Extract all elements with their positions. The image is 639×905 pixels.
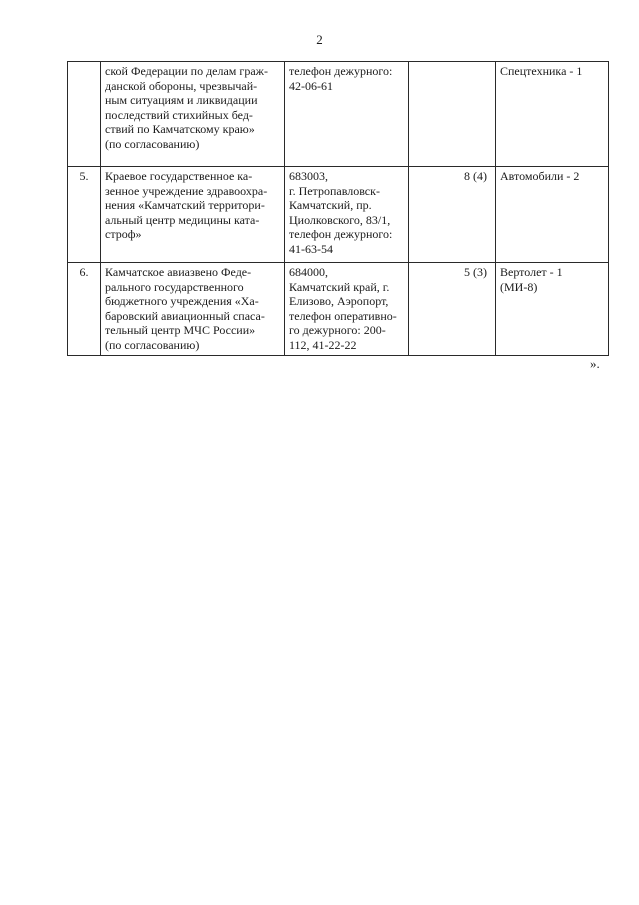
equipment-cell bbox=[496, 263, 609, 356]
organization-text: ской Федерации по делам граж- данской обороны, чрезвычай- ным ситуациям и ликвидации последствий стихийных бед- ствий по Камчатскому краю» (по согласованию) bbox=[105, 64, 268, 151]
equipment-text: Вертолет - 1 (МИ-8) bbox=[500, 265, 563, 294]
table-row bbox=[68, 62, 609, 167]
row-number: 6. bbox=[68, 263, 101, 356]
address-text: 684000, Камчатский край, г. Елизово, Аэропорт, телефон оперативно- го дежурного: 200- 112, 41-22-22 bbox=[289, 265, 397, 352]
personnel-count-cell bbox=[409, 62, 496, 167]
closing-quote: ». bbox=[590, 356, 600, 371]
organization-text: Краевое государственное ка- зенное учреждение здравоохра- нения «Камчатский территори- альный центр медицины ката- строф» bbox=[105, 169, 268, 242]
address-cell bbox=[285, 62, 409, 167]
address-cell bbox=[285, 167, 409, 263]
organization-text: Камчатское авиазвено Феде- рального государственного бюджетного учреждения «Ха- баровский авиационный спаса- тельный центр МЧС России» (по согласованию) bbox=[105, 265, 265, 352]
address-text: 683003, г. Петропавловск- Камчатский, пр. Циолковского, 83/1, телефон дежурного: 41-63-54 bbox=[289, 169, 393, 256]
organization-cell bbox=[101, 62, 285, 167]
equipment-cell bbox=[496, 167, 609, 263]
organization-cell bbox=[101, 263, 285, 356]
equipment-text: Автомобили - 2 bbox=[500, 169, 580, 183]
equipment-cell bbox=[496, 62, 609, 167]
table-row bbox=[68, 263, 609, 356]
address-text: телефон дежурного: 42-06-61 bbox=[289, 64, 393, 93]
equipment-text: Спецтехника - 1 bbox=[500, 64, 583, 78]
table-row bbox=[68, 167, 609, 263]
resources-table bbox=[67, 61, 609, 356]
personnel-count-cell: 5 (3) bbox=[409, 263, 496, 356]
row-number: 5. bbox=[68, 167, 101, 263]
row-number bbox=[68, 62, 101, 167]
page-number: 2 bbox=[316, 32, 323, 47]
organization-cell bbox=[101, 167, 285, 263]
personnel-count-cell: 8 (4) bbox=[409, 167, 496, 263]
address-cell bbox=[285, 263, 409, 356]
